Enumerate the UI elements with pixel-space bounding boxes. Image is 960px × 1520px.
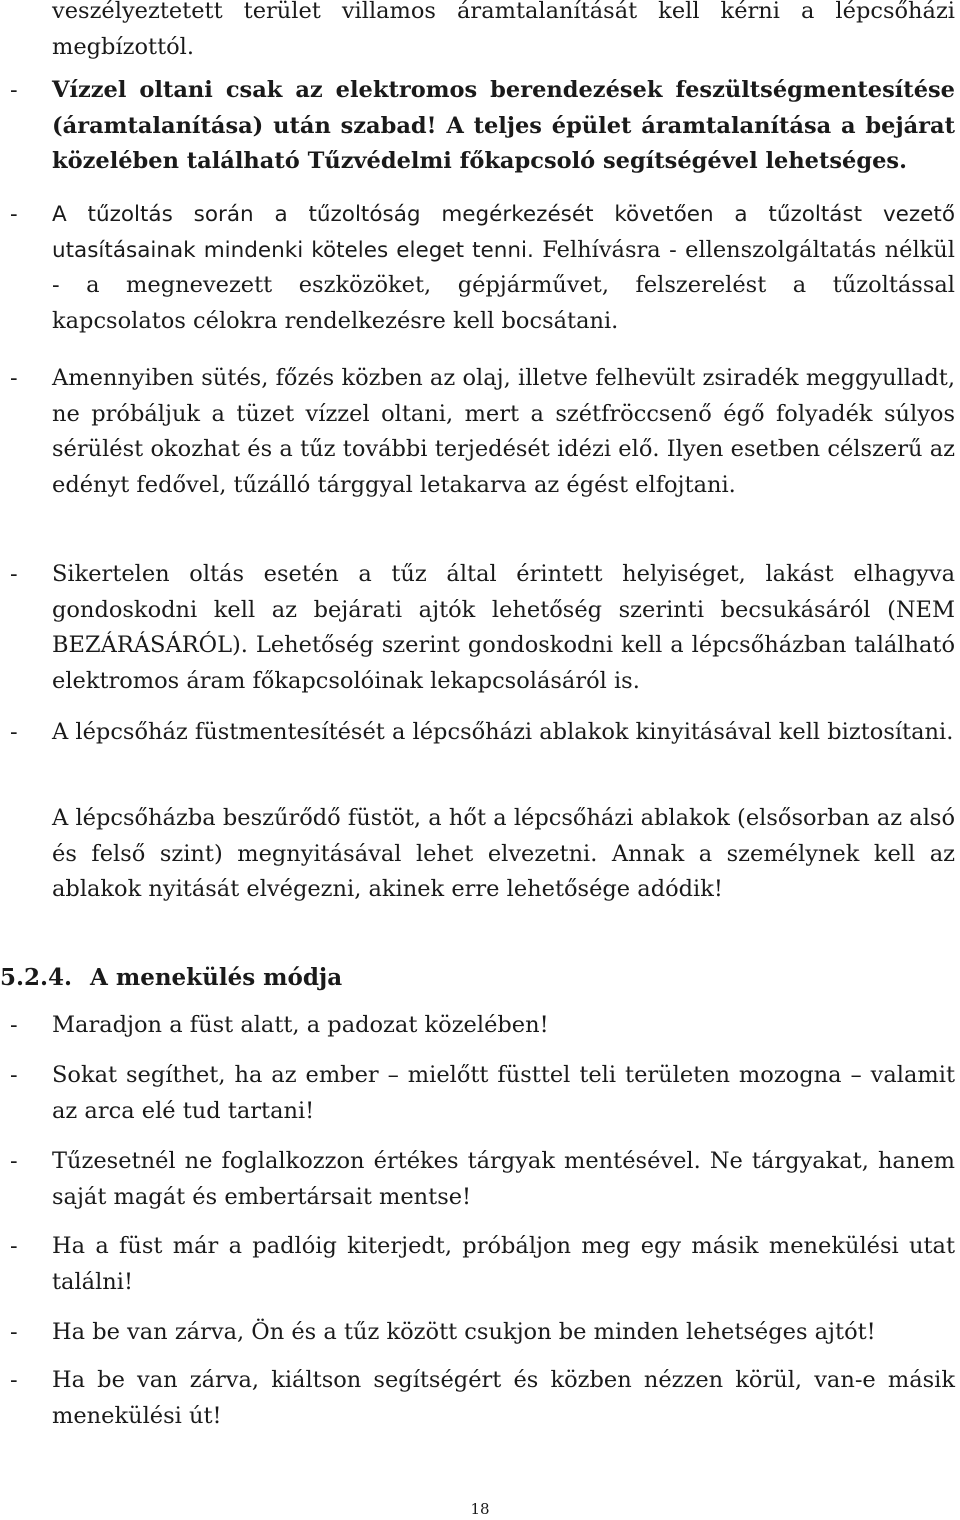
list-item-text: Vízzel oltani csak az elektromos berendezések feszültségmentesítése (áramtalanítása) után szabad! A teljes épület áramtalanítása a bejárat közelében található Tűzvédelmi főkapcsoló segítségével lehetséges. <box>52 77 955 174</box>
list-item-text: Amennyiben sütés, főzés közben az olaj, illetve felhevült zsiradék meggyulladt, ne próbáljuk a tüzet vízzel oltani, mert a szétfröccsenő égő folyadék súlyos sérülést okozhat és a tűz további terjedését idézi elő. Ilyen esetben célszerű az edényt fedővel, tűzálló tárggyal letakarva az égést elfojtani. <box>52 365 955 498</box>
list-item-text: Ha be van zárva, kiáltson segítségért és közben nézzen körül, van-e másik menekülési út! <box>52 1367 955 1429</box>
body-paragraph: A lépcsőházba beszűrődő füstöt, a hőt a lépcsőházi ablakok (elsősorban az alsó és felső szint) megnyitásával lehet elvezetni. Annak a személynek kell az ablakok nyitását elvégezni, akinek erre lehetősége adódik! <box>52 805 955 902</box>
list-item-text: A lépcsőház füstmentesítését a lépcsőházi ablakok kinyitásával kell biztosítani. <box>52 719 954 745</box>
list-item-text: Ha a füst már a padlóig kiterjedt, próbáljon meg egy másik menekülési utat találni! <box>52 1233 955 1295</box>
bullet-dash: - <box>10 719 18 745</box>
section-number: 5.2.4. <box>0 964 73 991</box>
list-item-text <box>52 197 955 339</box>
continuation-paragraph: veszélyeztetett terület villamos áramtalanítását kell kérni a lépcsőházi megbízottól. <box>52 0 955 60</box>
list-item-text: Maradjon a füst alatt, a padozat közelében! <box>52 1012 549 1038</box>
bullet-dash: - <box>10 1367 18 1393</box>
bullet-dash: - <box>10 1062 18 1088</box>
bullet-dash: - <box>10 1012 18 1038</box>
bullet-dash: - <box>10 1319 18 1345</box>
list-item-text: Tűzesetnél ne foglalkozzon értékes tárgyak mentésével. Ne tárgyakat, hanem saját magát és embertársait mentse! <box>52 1148 955 1210</box>
list-item-text: Ha be van zárva, Ön és a tűz között csukjon be minden lehetséges ajtót! <box>52 1319 876 1345</box>
bullet-dash: - <box>10 365 18 391</box>
page-number: 18 <box>470 1500 490 1518</box>
list-item-text: Sokat segíthet, ha az ember – mielőtt füsttel teli területen mozogna – valamit az arca elé tud tartani! <box>52 1062 955 1124</box>
list-item-text: Sikertelen oltás esetén a tűz által érintett helyiséget, lakást elhagyva gondoskodni kell az bejárati ajtók lehetőség szerinti becsukásáról (NEM BEZÁRÁSÁRÓL). Lehetőség szerint gondoskodni kell a lépcsőházban található elektromos áram főkapcsolóinak lekapcsolásáról is. <box>52 561 955 694</box>
bullet-dash: - <box>10 1233 18 1259</box>
bullet-dash: - <box>10 201 18 227</box>
bullet-dash: - <box>10 561 18 587</box>
bullet-dash: - <box>10 1148 18 1174</box>
bullet-dash: - <box>10 77 18 103</box>
list-item-sans-text: A tűzoltás során a tűzoltóság megérkezését követően a tűzoltást vezető utasításainak mindenki köteles eleget tenni. <box>52 202 955 263</box>
list-item-serif-text: Felhívásra - ellenszolgáltatás nélkül - a megnevezett eszközöket, gépjárművet, felszerelést a tűzoltással kapcsolatos célokra rendelkezésre kell bocsátani. <box>52 236 955 334</box>
section-title: A menekülés módja <box>90 964 343 991</box>
